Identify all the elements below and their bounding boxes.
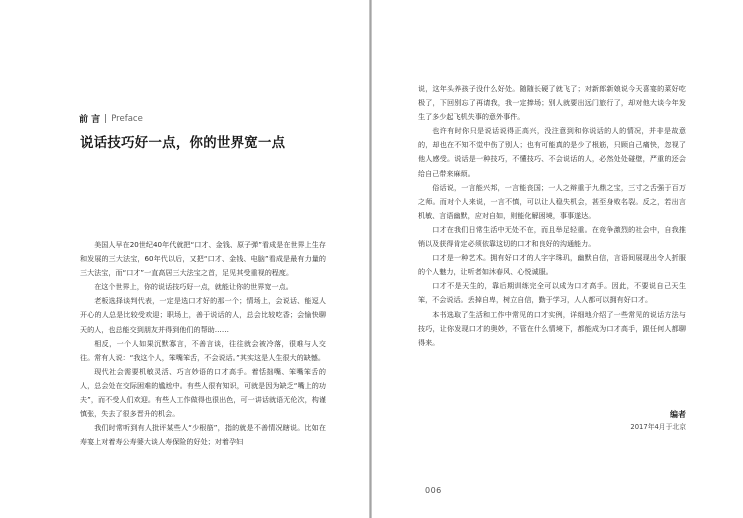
paragraph: 在这个世界上，你的说话技巧好一点，就能让你的世界宽一点。: [94, 282, 293, 292]
paragraph: 老板选择谈判代表，一定是选口才好的那一个；情场上，会说话、能逗人开心的人总是比较受欢迎；职场上，善于说话的人，总会比较吃香；会愉快聊天的人，也总能交到朋友并得到他们的帮助……: [80, 296, 326, 334]
left-body-text: [80, 238, 326, 449]
paragraph: 本书选取了生活和工作中常见的口才实例，详细地介绍了一些常见的说话方法与技巧，让你发现口才的奥妙，不管在什么情境下，都能成为口才高手，跟任何人都聊得来。: [418, 309, 686, 347]
paragraph: 也许有时你只是说话说得正高兴，没注意到和你说话的人的情况，并非是故意的，却也在不知不觉中伤了别人；也有可能真的是少了根筋，只顾自己痛快，忽视了他人感受。说话是一种技巧，不懂技巧、不会说话的人，必然处处碰壁，严重的还会给自己带来麻烦。: [418, 126, 686, 178]
paragraph: 美国人早在20世纪40年代就把“口才、金钱、原子弹”看成是在世界上生存和发展的三大法宝，60年代以后，又把“口才、金钱、电脑”看成是最有力量的三大法宝，而“口才”一直高居三大法宝之首，足见其受重视的程度。: [80, 240, 326, 278]
page-title: 说话技巧好一点，你的世界宽一点: [80, 135, 286, 151]
right-body-text: [418, 82, 686, 350]
section-label: [79, 112, 143, 125]
paragraph: 现代社会需要机敏灵活、巧言妙语的口才高手。着恬拙嘴、笨嘴笨舌的人，总会处在交际困难的尴尬中。有些人很有知识，可就是因为缺乏“嘴上的功夫”，而不受人们欢迎。有些人工作做得也很出色，可一讲话就语无伦次，构谨慎张，失去了很多晋升的机会。: [80, 366, 326, 419]
author-signature: 编者: [670, 410, 686, 419]
left-page: [0, 0, 369, 518]
signature-block: [630, 408, 686, 433]
paragraph: 口才不是天生的，靠后期训练完全可以成为口才高手。因此，不要说自己天生笨，不会说话。丢掉自卑，树立自信，勤于学习，人人都可以拥有好口才。: [418, 281, 686, 305]
paragraph: 我们时常听到有人批评某些人“少根筋”，指的就是不善情况瞎说。比如在寿宴上对着寿公寿婆大谈人寿保险的好处；对着孕妇: [80, 423, 326, 447]
signature-date: 2017年4月于北京: [630, 423, 686, 431]
paragraph: 相反，一个人如果沉默寡言，不善言谈，往往就会被冷落，很难与人交往。常有人说：“我这个人，笨嘴笨舌，不会说话。”其实这是人生很大的缺憾。: [80, 338, 326, 362]
paragraph: 说，这年头养孩子没什么好处。随随长硬了就飞了；对新郎新娘说今天喜宴的菜好吃极了，下回别忘了再请我，我一定捧场；别人就要出远门旅行了，却对他大谈今年发生了多少起飞机失事的意外事件。: [418, 84, 686, 122]
section-label-cn: 前 言: [79, 115, 101, 125]
page-number: 006: [425, 486, 442, 495]
section-label-en: Preface: [111, 113, 143, 124]
paragraph: 口才在我们日常生活中无处不在，而且举足轻重。在竞争激烈的社会中，自我推销以及获得肯定必须依靠这切的口才和良好的沟通能力。: [418, 224, 686, 249]
section-label-divider: |: [104, 113, 108, 124]
paragraph: 俗话说，一言能兴邦，一言能丧国；一人之辩重于九鼎之宝，三寸之舌强于百万之师。而对个人来说，一言不慎，可以让人稳失机会，甚至身败名裂。反之，若出言机敏、言语幽默，应对自如，则能化解困境，事事遂达。: [418, 182, 686, 220]
paragraph: 口才是一种艺术。拥有好口才的人字字珠玑，幽默自信，言语间展现出令人折服的个人魅力，让听者如沐春风、心悦诚服。: [418, 253, 686, 277]
